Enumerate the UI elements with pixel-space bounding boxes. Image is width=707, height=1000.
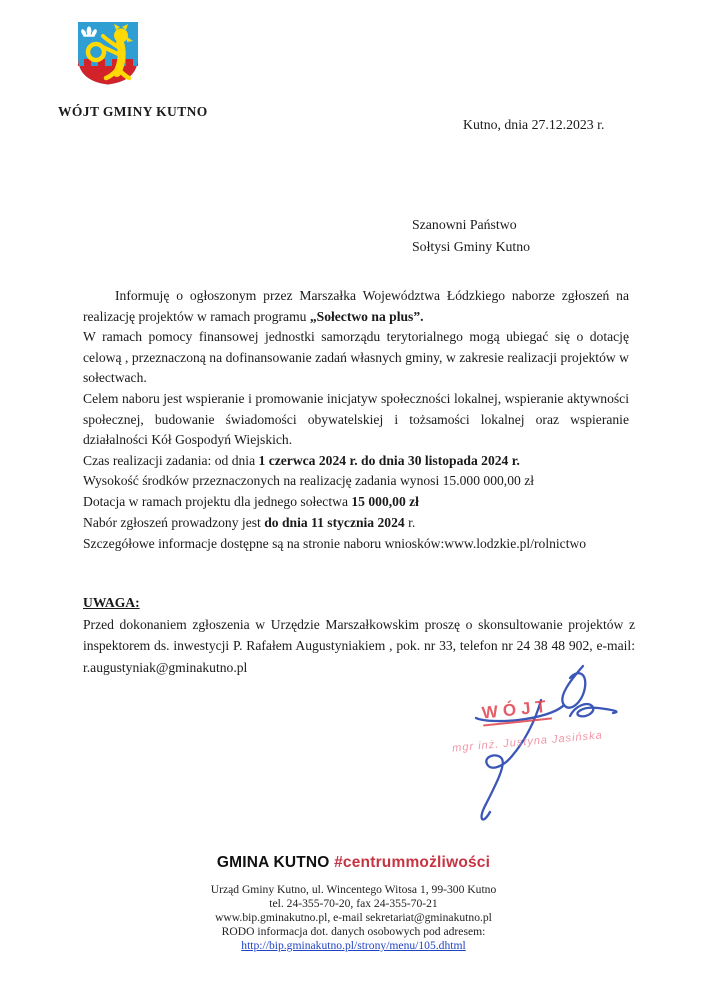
- signature-area: [420, 660, 700, 835]
- text-run: Celem naboru jest wspieranie i promowanie inicjatyw społeczności lokalnej, wspieranie aktywności społecznej, budowanie świadomości obywatelskiej i tożsamości lokalnej oraz wspieranie działalności Kół Gospodyń Wiejskich.: [83, 390, 629, 448]
- recipient-line-1: Szanowni Państwo: [412, 217, 517, 232]
- body-paragraph: [83, 451, 629, 472]
- text-run: Wysokość środków przeznaczonych na realizację zadania wynosi 15.000 000,00 zł: [83, 473, 535, 489]
- notice-text: Przed dokonaniem zgłoszenia w Urzędzie Marszałkowskim proszę o skonsultowanie projektów z inspektorem ds. inwestycji P. Rafałem Augustyniakiem , pok. nr 33, telefon nr 24 38 48 902, e-mail: r.augustyniak@gminakutno.pl: [83, 616, 635, 675]
- text-run: Nabór zgłoszeń prowadzony jest: [83, 514, 265, 530]
- text-run-bold: do dnia 11 stycznia 2024: [264, 514, 405, 530]
- sender-title: WÓJT GMINY KUTNO: [58, 104, 208, 119]
- text-run-bold: 15 000,00 zł: [351, 493, 419, 509]
- info-line: Szczegółowe informacje dostępne są na stronie naboru wniosków:www.lodzkie.pl/rolnictwo: [83, 536, 587, 551]
- body-paragraph: [83, 327, 629, 389]
- recipient-block: [412, 214, 530, 258]
- text-run: W ramach pomocy finansowej jednostki samorządu terytorialnego mogą ubiegać się o dotację celową , przeznaczoną na dofinansowanie zadań własnych gminy, w zakresie realizacji projektów w sołectwach.: [83, 329, 629, 386]
- stamp-title: WÓJT: [481, 696, 552, 726]
- rodo-link[interactable]: http://bip.gminakutno.pl/strony/menu/105.dhtml: [241, 939, 466, 952]
- footer-brand-hashtag: #centrummożliwości: [334, 854, 491, 871]
- footer-address-line-3: www.bip.gminakutno.pl, e-mail sekretariat@gminakutno.pl: [215, 911, 492, 924]
- footer-brand-name: GMINA KUTNO: [216, 854, 330, 871]
- text-run-bold: „Sołectwo na plus”.: [309, 308, 424, 324]
- stamp-name: mgr inż. Justyna Jasińska: [451, 729, 604, 755]
- date-line: Kutno, dnia 27.12.2023 r.: [463, 117, 605, 132]
- body-paragraph: [83, 471, 629, 492]
- body-paragraph: [83, 492, 629, 513]
- text-run: Czas realizacji zadania: od dnia: [83, 452, 259, 468]
- footer-address-line-2: tel. 24-355-70-20, fax 24-355-70-21: [269, 897, 438, 910]
- body-paragraph: [83, 389, 629, 451]
- body-paragraph: [83, 513, 629, 534]
- body-paragraph: [83, 286, 629, 327]
- footer-address-line-4: RODO informacja dot. danych osobowych pod adresem:: [221, 925, 486, 938]
- text-run: r.: [404, 514, 416, 530]
- recipient-line-2: Sołtysi Gminy Kutno: [412, 239, 531, 254]
- letter-body: [83, 286, 629, 533]
- footer-address-line-1: Urząd Gminy Kutno, ul. Wincentego Witosa 1, 99-300 Kutno: [210, 883, 497, 896]
- footer-address-block: [0, 883, 707, 953]
- text-run: Informuję o ogłoszonym przez Marszałka Województwa Łódzkiego naborze zgłoszeń na realizację projektów w ramach programu: [83, 288, 629, 324]
- text-run-bold: 1 czerwca 2024 r. do dnia 30 listopada 2024 r.: [258, 452, 520, 468]
- coat-of-arms-icon: [75, 21, 141, 85]
- notice-heading: UWAGA:: [83, 595, 140, 610]
- text-run: Dotacja w ramach projektu dla jednego sołectwa: [83, 493, 352, 509]
- footer-brand: [0, 854, 707, 872]
